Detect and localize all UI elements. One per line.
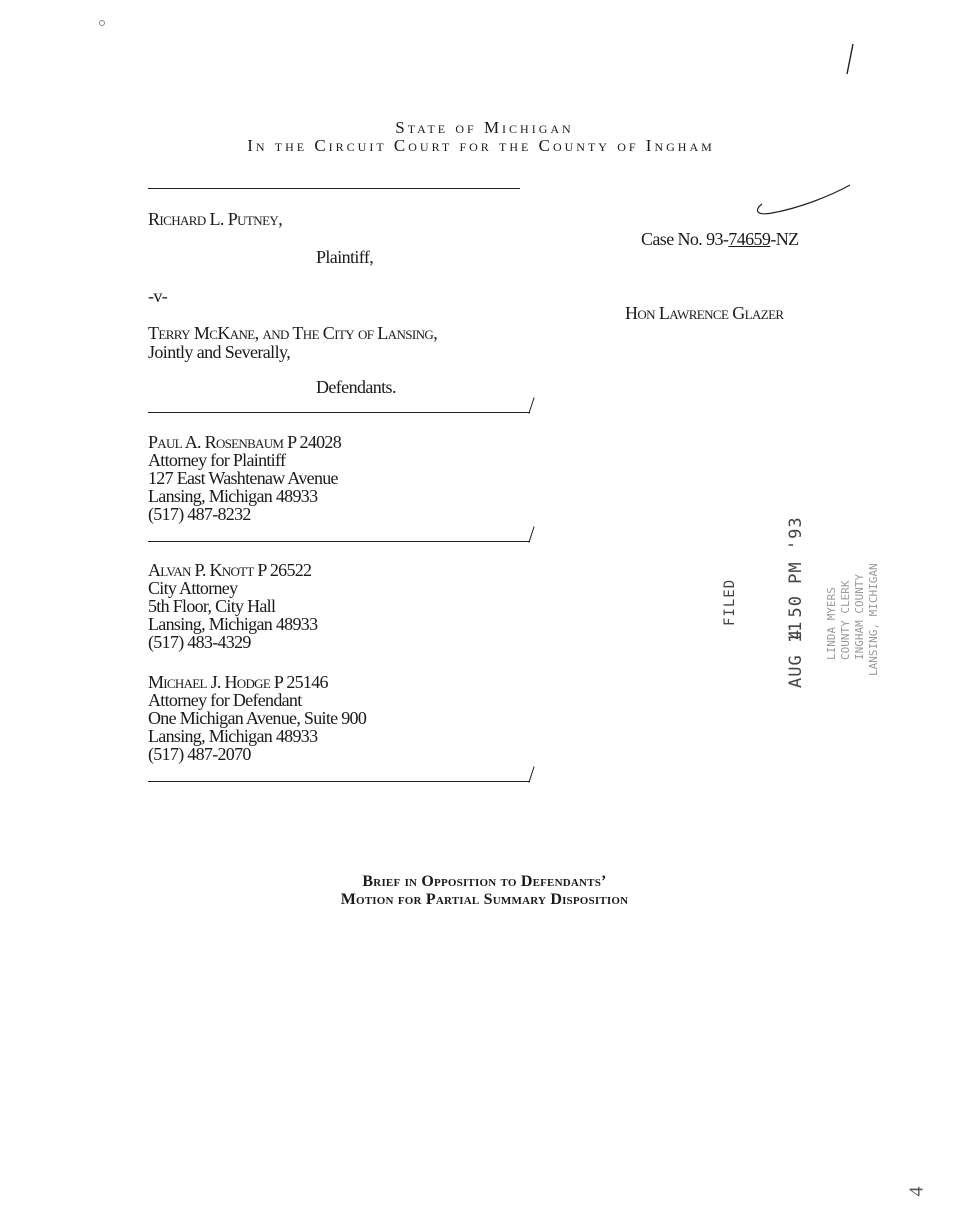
- attorney-role: City Attorney: [148, 578, 238, 598]
- defendant-role: Defendants.: [316, 377, 396, 397]
- case-number-prefix: Case No. 93-: [641, 229, 729, 249]
- clerk-stamp-line: LANSING, MICHIGAN: [867, 563, 880, 676]
- attorney-name: Paul A. Rosenbaum P 24028: [148, 432, 342, 452]
- court-heading: In the Circuit Court for the County of Ingham: [247, 136, 715, 155]
- attorney-bottom-rule: [148, 781, 530, 782]
- filed-stamp-date: AUG 11: [786, 620, 806, 688]
- plaintiff-name: Richard L. Putney,: [148, 209, 283, 229]
- corner-pen-mark: [844, 42, 856, 76]
- attorney-divider: [148, 541, 530, 542]
- attorney-city: Lansing, Michigan 48933: [148, 726, 318, 746]
- defendant-liability: Jointly and Severally,: [148, 342, 291, 362]
- attorney-name: Alvan P. Knott P 26522: [148, 560, 312, 580]
- rule-end-mark: [528, 766, 534, 783]
- attorney-address: One Michigan Avenue, Suite 900: [148, 708, 367, 728]
- attorney-phone: (517) 487-8232: [148, 504, 251, 524]
- case-number: [641, 230, 799, 248]
- attorney-phone: (517) 483-4329: [148, 632, 251, 652]
- document-title-line1: Brief in Opposition to Defendants’: [362, 873, 607, 890]
- attorney-phone: (517) 487-2070: [148, 744, 251, 764]
- page-mark: 4: [905, 1186, 928, 1197]
- attorney-address: 5th Floor, City Hall: [148, 596, 276, 616]
- scan-speck: [99, 20, 105, 26]
- attorney-city: Lansing, Michigan 48933: [148, 486, 318, 506]
- case-number-value: 74659: [728, 229, 771, 249]
- rule-end-mark: [528, 526, 534, 543]
- document-title-line2: Motion for Partial Summary Disposition: [340, 891, 629, 908]
- plaintiff-role: Plaintiff,: [316, 247, 374, 267]
- attorney-name: Michael J. Hodge P 25146: [148, 672, 328, 692]
- clerk-stamp-line: INGHAM COUNTY: [853, 573, 866, 660]
- state-heading: State of Michigan: [395, 118, 574, 137]
- judge-name: Hon Lawrence Glazer: [625, 303, 784, 323]
- attorney-city: Lansing, Michigan 48933: [148, 614, 318, 634]
- attorney-block-plaintiff: [148, 433, 341, 523]
- versus-label: -v-: [148, 286, 168, 306]
- filed-stamp-time: 4 50 PM '93: [786, 516, 806, 640]
- caption-bottom-rule: [148, 412, 530, 413]
- defendant-names: Terry McKane, and The City of Lansing,: [148, 323, 438, 343]
- case-number-initial-mark: [750, 180, 860, 220]
- attorney-block-city: [148, 561, 317, 651]
- clerk-stamp-line: COUNTY CLERK: [839, 580, 852, 660]
- attorney-block-defendant: [148, 673, 366, 763]
- clerk-stamp-line: LINDA MYERS: [825, 587, 838, 660]
- attorney-address: 127 East Washtenaw Avenue: [148, 468, 338, 488]
- case-number-suffix: -NZ: [770, 229, 799, 249]
- caption-top-rule: [148, 188, 520, 189]
- rule-end-mark: [528, 397, 534, 414]
- filed-stamp-label: FILED: [722, 578, 738, 626]
- attorney-role: Attorney for Plaintiff: [148, 450, 286, 470]
- attorney-role: Attorney for Defendant: [148, 690, 302, 710]
